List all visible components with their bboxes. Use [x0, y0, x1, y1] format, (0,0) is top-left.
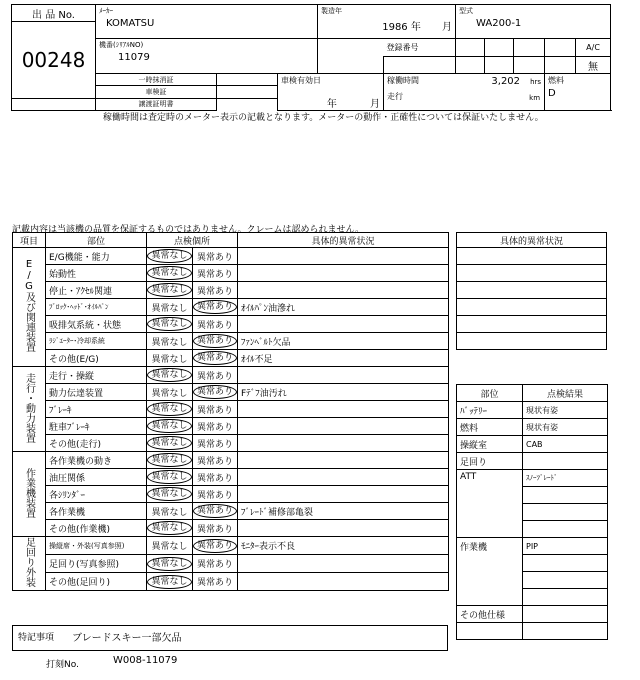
work-label: 作業機 — [457, 538, 523, 606]
maker-cell — [96, 5, 318, 39]
result-ng: 異常あり — [197, 252, 234, 263]
result-ng: 異常あり — [193, 504, 237, 518]
att-value: ｽﾉｰﾌﾞﾚｰﾄﾞ — [523, 470, 608, 487]
col-part: 部位 — [46, 233, 147, 248]
lot-label: 出 品 No. — [12, 5, 96, 22]
result-ok: 異常なし — [147, 283, 191, 297]
expiry-month-unit: 月 — [370, 99, 381, 110]
hours-value: 3,202 — [491, 76, 521, 87]
table-row — [13, 401, 449, 418]
ac-value: 無 — [576, 57, 611, 74]
part-name: 停止・ｱｸｾﾙ関連 — [46, 282, 147, 299]
result-ng: 異常あり — [197, 320, 234, 331]
detail-text: ﾌﾞﾚｰﾄﾞ補修部亀裂 — [238, 503, 449, 520]
result-ok: 異常なし — [147, 368, 191, 382]
remarks-box — [12, 625, 448, 651]
result-ng: 異常あり — [193, 539, 237, 553]
result-ng: 異常あり — [197, 578, 234, 588]
detail-text — [238, 265, 449, 282]
part-name: 動力伝達装置 — [46, 384, 147, 401]
part-name: ﾌﾞﾚｰｷ — [46, 401, 147, 418]
part-name: ﾗｼﾞｴｰﾀｰ･冷却系統 — [46, 333, 147, 350]
remarks-value: ブレードスキー一部欠品 — [72, 633, 182, 644]
part-name: 走行・操縦 — [46, 367, 147, 384]
part-name: 駐車ﾌﾞﾚｰｷ — [46, 418, 147, 435]
battery-value: 現状有姿 — [523, 402, 608, 419]
expiry-year-unit: 年 — [326, 99, 337, 110]
quality-note: 記載内容は当該機の品質を保証するものではありません。クレームは認められません。 — [12, 225, 365, 235]
year-value: 1986 — [382, 22, 408, 33]
other-spec-label: その他仕様 — [457, 606, 523, 623]
part-name: 各ｼﾘﾝﾀﾞｰ — [46, 486, 147, 503]
detail-text — [238, 435, 449, 452]
table-row — [13, 350, 449, 367]
result-ok: 異常なし — [147, 317, 191, 331]
battery-label: ﾊﾞｯﾃﾘｰ — [457, 402, 523, 419]
result-ng: 異常あり — [197, 286, 234, 297]
maker-value: KOMATSU — [106, 18, 155, 29]
table-row — [13, 248, 449, 265]
detail-text: ｵｲﾙ不足 — [238, 350, 449, 367]
part-name: 油圧関係 — [46, 469, 147, 486]
inspection-table — [12, 232, 449, 591]
part-name: 各作業機 — [46, 503, 147, 520]
detail-text — [238, 469, 449, 486]
detail-text — [238, 520, 449, 537]
table-row — [13, 384, 449, 401]
result-ok: 異常なし — [151, 337, 188, 348]
result-ng: 異常あり — [197, 422, 234, 433]
hours-note: 稼働時間は査定時のメーター表示の記載となります。メーターの動作・正確性については保証いたしません。 — [103, 113, 544, 123]
year-label: 製造年 — [321, 7, 343, 15]
col-detail: 具体的異常状況 — [238, 233, 449, 248]
result-ok: 異常なし — [151, 388, 188, 399]
model-cell — [456, 5, 611, 39]
table-row — [13, 299, 449, 316]
ac-label: A/C — [576, 39, 611, 57]
result-ng: 異常あり — [197, 269, 234, 280]
result-ok: 異常なし — [147, 266, 191, 280]
remarks-label: 特記事項 — [18, 633, 55, 643]
side-detail-table — [456, 232, 607, 350]
detail-text — [238, 282, 449, 299]
result-ok: 異常なし — [147, 575, 191, 589]
table-row — [13, 435, 449, 452]
detail-text: Fﾃﾞﾌ油汚れ — [238, 384, 449, 401]
result-ng: 異常あり — [197, 371, 234, 382]
group-name: E/G及び関連装置 — [23, 259, 35, 352]
result-ng: 異常あり — [197, 473, 234, 484]
fuel-cell — [545, 74, 611, 111]
hours-cell — [384, 74, 545, 111]
table-row — [13, 418, 449, 435]
hours-label: 稼働時間 — [387, 76, 420, 85]
table-row — [13, 555, 449, 573]
result-ng: 異常あり — [193, 351, 237, 365]
header-table — [11, 4, 611, 111]
undercarriage-value — [523, 453, 608, 470]
lot-number: 00248 — [12, 22, 96, 99]
detail-text — [238, 367, 449, 384]
part-name: その他(足回り) — [46, 573, 147, 591]
work-value: PIP — [523, 538, 608, 555]
result-ng: 異常あり — [193, 300, 237, 314]
table-row — [13, 520, 449, 537]
fuel-value: D — [548, 88, 556, 99]
month-unit: 月 — [442, 22, 453, 33]
result-ok: 異常なし — [147, 487, 191, 501]
result-ng: 異常あり — [197, 405, 234, 416]
detail-text — [238, 452, 449, 469]
part-name: その他(E/G) — [46, 350, 147, 367]
table-row — [13, 316, 449, 333]
table-row — [13, 469, 449, 486]
result-ng: 異常あり — [193, 334, 237, 348]
side-detail-title: 具体的異常状況 — [457, 233, 607, 248]
detail-text — [238, 401, 449, 418]
result-ng: 異常あり — [197, 524, 234, 535]
table-row — [13, 282, 449, 299]
model-value: WA200-1 — [476, 18, 522, 29]
part-name: 始動性 — [46, 265, 147, 282]
result-ok: 異常なし — [147, 419, 191, 433]
col-point: 点検個所 — [147, 233, 238, 248]
result-ok: 異常なし — [147, 436, 191, 450]
part-name: E/G機能・能力 — [46, 248, 147, 265]
table-row — [13, 503, 449, 520]
serial-value: 11079 — [118, 52, 150, 63]
detail-text — [238, 316, 449, 333]
results-col-result: 点検結果 — [523, 385, 608, 402]
results-col-part: 部位 — [457, 385, 523, 402]
table-row — [13, 486, 449, 503]
result-ng: 異常あり — [197, 560, 234, 570]
detail-text — [238, 248, 449, 265]
km-unit: km — [529, 94, 541, 102]
col-item: 項目 — [13, 233, 46, 248]
part-name: 吸排気系統・状態 — [46, 316, 147, 333]
result-ng: 異常あり — [193, 385, 237, 399]
detail-text — [238, 573, 449, 591]
result-ok: 異常なし — [151, 303, 188, 314]
detail-text: ｵｲﾙﾊﾟﾝ油滲れ — [238, 299, 449, 316]
table-row — [13, 452, 449, 469]
results-table — [456, 384, 608, 640]
part-name: ﾌﾞﾛｯｸ･ﾍｯﾄﾞ･ｵｲﾙﾊﾟﾝ — [46, 299, 147, 316]
result-ok: 異常なし — [147, 402, 191, 416]
detail-text: ﾌｧﾝﾍﾞﾙﾄ欠品 — [238, 333, 449, 350]
part-name: 操縦席・外装(写真参照) — [46, 537, 147, 555]
inspection-expiry-label: 車検有効日 — [281, 76, 321, 85]
result-ng: 異常あり — [197, 456, 234, 467]
group-name: 足回り外装 — [23, 537, 35, 587]
stamp-label: 打刻No. — [46, 660, 79, 670]
stamp-value: W008-11079 — [113, 655, 178, 666]
transfer-cert-label: 譲渡証明書 — [96, 98, 217, 110]
serial-label: 機番(ｼﾘｱﾙNO) — [99, 41, 144, 49]
result-ok: 異常なし — [147, 453, 191, 467]
other-spec-value — [523, 606, 608, 623]
maker-label: ﾒｰｶｰ — [99, 7, 113, 15]
inspection-cert-label: 車検証 — [96, 86, 217, 98]
undercarriage-label: 足回り — [457, 453, 523, 470]
model-label: 型式 — [459, 7, 474, 15]
table-row — [13, 265, 449, 282]
fuel-result-label: 燃料 — [457, 419, 523, 436]
result-ok: 異常なし — [151, 354, 188, 365]
table-row — [13, 573, 449, 591]
year-cell — [318, 5, 456, 39]
part-name: その他(走行) — [46, 435, 147, 452]
temp-permit-label: 一時抹消証 — [96, 74, 217, 86]
table-row — [13, 537, 449, 555]
year-unit: 年 — [410, 22, 421, 33]
result-ok: 異常なし — [147, 470, 191, 484]
result-ok: 異常なし — [147, 521, 191, 535]
result-ok: 異常なし — [151, 542, 188, 552]
detail-text: ﾓﾆﾀｰ表示不良 — [238, 537, 449, 555]
table-row — [13, 333, 449, 350]
detail-text — [238, 418, 449, 435]
part-name: 各作業機の動き — [46, 452, 147, 469]
group-name: 作業機装置 — [23, 467, 35, 518]
att-label: ATT — [457, 470, 523, 538]
result-ng: 異常あり — [197, 490, 234, 501]
mileage-label: 走行 — [387, 92, 404, 101]
part-name: 足回り(写真参照) — [46, 555, 147, 573]
serial-cell — [96, 39, 318, 74]
group-name: 走行・動力装置 — [23, 372, 35, 443]
cab-value: CAB — [523, 436, 608, 453]
cab-label: 操縦室 — [457, 436, 523, 453]
result-ok: 異常なし — [147, 557, 191, 571]
detail-text — [238, 486, 449, 503]
fuel-result-value: 現状有姿 — [523, 419, 608, 436]
result-ok: 異常なし — [151, 507, 188, 518]
result-ok: 異常なし — [147, 249, 191, 263]
fuel-label: 燃料 — [548, 76, 565, 85]
reg-label: 登録番号 — [384, 39, 456, 57]
part-name: その他(作業機) — [46, 520, 147, 537]
detail-text — [238, 555, 449, 573]
expiry-cell — [278, 74, 384, 111]
hours-unit: hrs — [530, 78, 542, 86]
result-ng: 異常あり — [197, 439, 234, 450]
table-row — [13, 367, 449, 384]
